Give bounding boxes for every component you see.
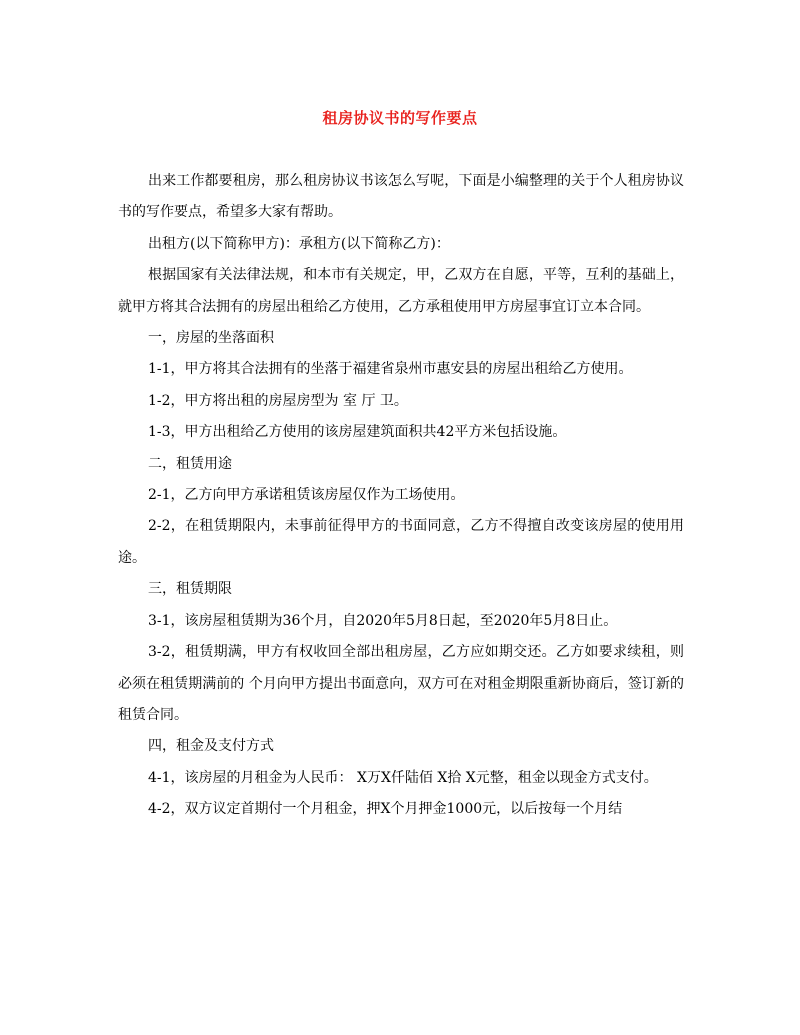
paragraph-intro: 出来工作都要租房，那么租房协议书该怎么写呢，下面是小编整理的关于个人租房协议书的写作要点，希望多大家有帮助。 (118, 173, 684, 221)
clause-2-1: 2-1，乙方向甲方承诺租赁该房屋仅作为工场使用。 (148, 487, 465, 504)
clause-1-3: 1-3，甲方出租给乙方使用的该房屋建筑面积共42平方米包括设施。 (148, 424, 567, 441)
section-heading-1: 一，房屋的坐落面积 (148, 330, 274, 347)
clause-1-1: 1-1，甲方将其合法拥有的坐落于福建省泉州市惠安县的房屋出租给乙方使用。 (148, 361, 633, 378)
document-title: 租房协议书的写作要点 (322, 109, 478, 127)
clause-4-2: 4-2，双方议定首期付一个月租金，押X个月押金1000元，以后按每一个月结 (148, 801, 623, 818)
clause-4-1: 4-1，该房屋的月租金为人民币： X万X仟陆佰 X拾 X元整，租金以现金方式支付。 (148, 769, 658, 786)
clause-1-2: 1-2，甲方将出租的房屋房型为 室 厅 卫。 (148, 392, 408, 409)
section-heading-4: 四，租金及支付方式 (148, 738, 274, 755)
clause-3-2: 3-2，租赁期满，甲方有权收回全部出租房屋，乙方应如期交还。乙方如要求续租，则必须在租赁期满前的 个月向甲方提出书面意向，双方可在对租金期限重新协商后，签订新的租赁合同。 (118, 644, 684, 723)
document-body (118, 166, 684, 826)
clause-2-2: 2-2，在租赁期限内，未事前征得甲方的书面同意，乙方不得擅自改变该房屋的使用用途。 (118, 518, 684, 566)
clause-3-1: 3-1，该房屋租赁期为36个月，自2020年5月8日起，至2020年5月8日止。 (148, 612, 618, 629)
section-heading-3: 三，租赁期限 (148, 581, 232, 598)
section-heading-2: 二，租赁用途 (148, 455, 232, 472)
paragraph-preamble: 根据国家有关法律法规，和本市有关规定，甲，乙双方在自愿，平等，互利的基础上，就甲方将其合法拥有的房屋出租给乙方使用，乙方承租使用甲方房屋事宜订立本合同。 (118, 267, 684, 315)
paragraph-parties: 出租方(以下简称甲方)：承租方(以下简称乙方)： (148, 235, 450, 252)
